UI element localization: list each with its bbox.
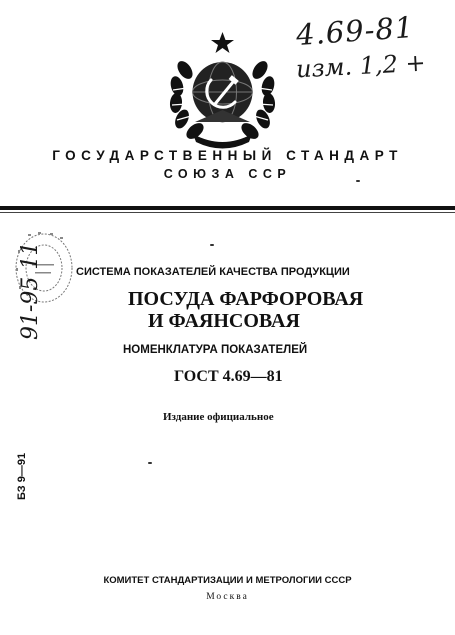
document-title-line-1: ПОСУДА ФАРФОРОВАЯ — [128, 288, 364, 310]
document-subtitle: НОМЕНКЛАТУРА ПОКАЗАТЕЛЕЙ — [123, 344, 308, 356]
handwritten-standard-code: 4.69-81 — [294, 9, 416, 53]
header-divider-thin — [0, 212, 455, 213]
paper-speck — [148, 462, 152, 464]
publisher-committee: КОМИТЕТ СТАНДАРТИЗАЦИИ И МЕТРОЛОГИИ СССР — [103, 575, 352, 586]
system-series-title: СИСТЕМА ПОКАЗАТЕЛЕЙ КАЧЕСТВА ПРОДУКЦИИ — [76, 266, 350, 278]
publisher-city: Москва — [206, 592, 249, 602]
bz-code: БЗ 9—91 — [16, 452, 28, 500]
handwritten-changes-note: изм. 1,2 + — [295, 48, 427, 84]
gost-number: ГОСТ 4.69—81 — [174, 368, 283, 385]
paper-speck — [356, 180, 360, 182]
document-title-line-2: И ФАЯНСОВАЯ — [148, 310, 300, 332]
state-standard-heading: ГОСУДАРСТВЕННЫЙ СТАНДАРТ — [52, 148, 403, 163]
header-divider-thick — [0, 206, 455, 210]
paper-speck — [210, 244, 214, 246]
ussr-emblem-icon — [165, 30, 280, 150]
handwritten-side-note: 91-95 11 — [18, 241, 43, 340]
ussr-heading: СОЮЗА ССР — [163, 167, 292, 181]
official-edition-label: Издание официальное — [163, 411, 274, 423]
